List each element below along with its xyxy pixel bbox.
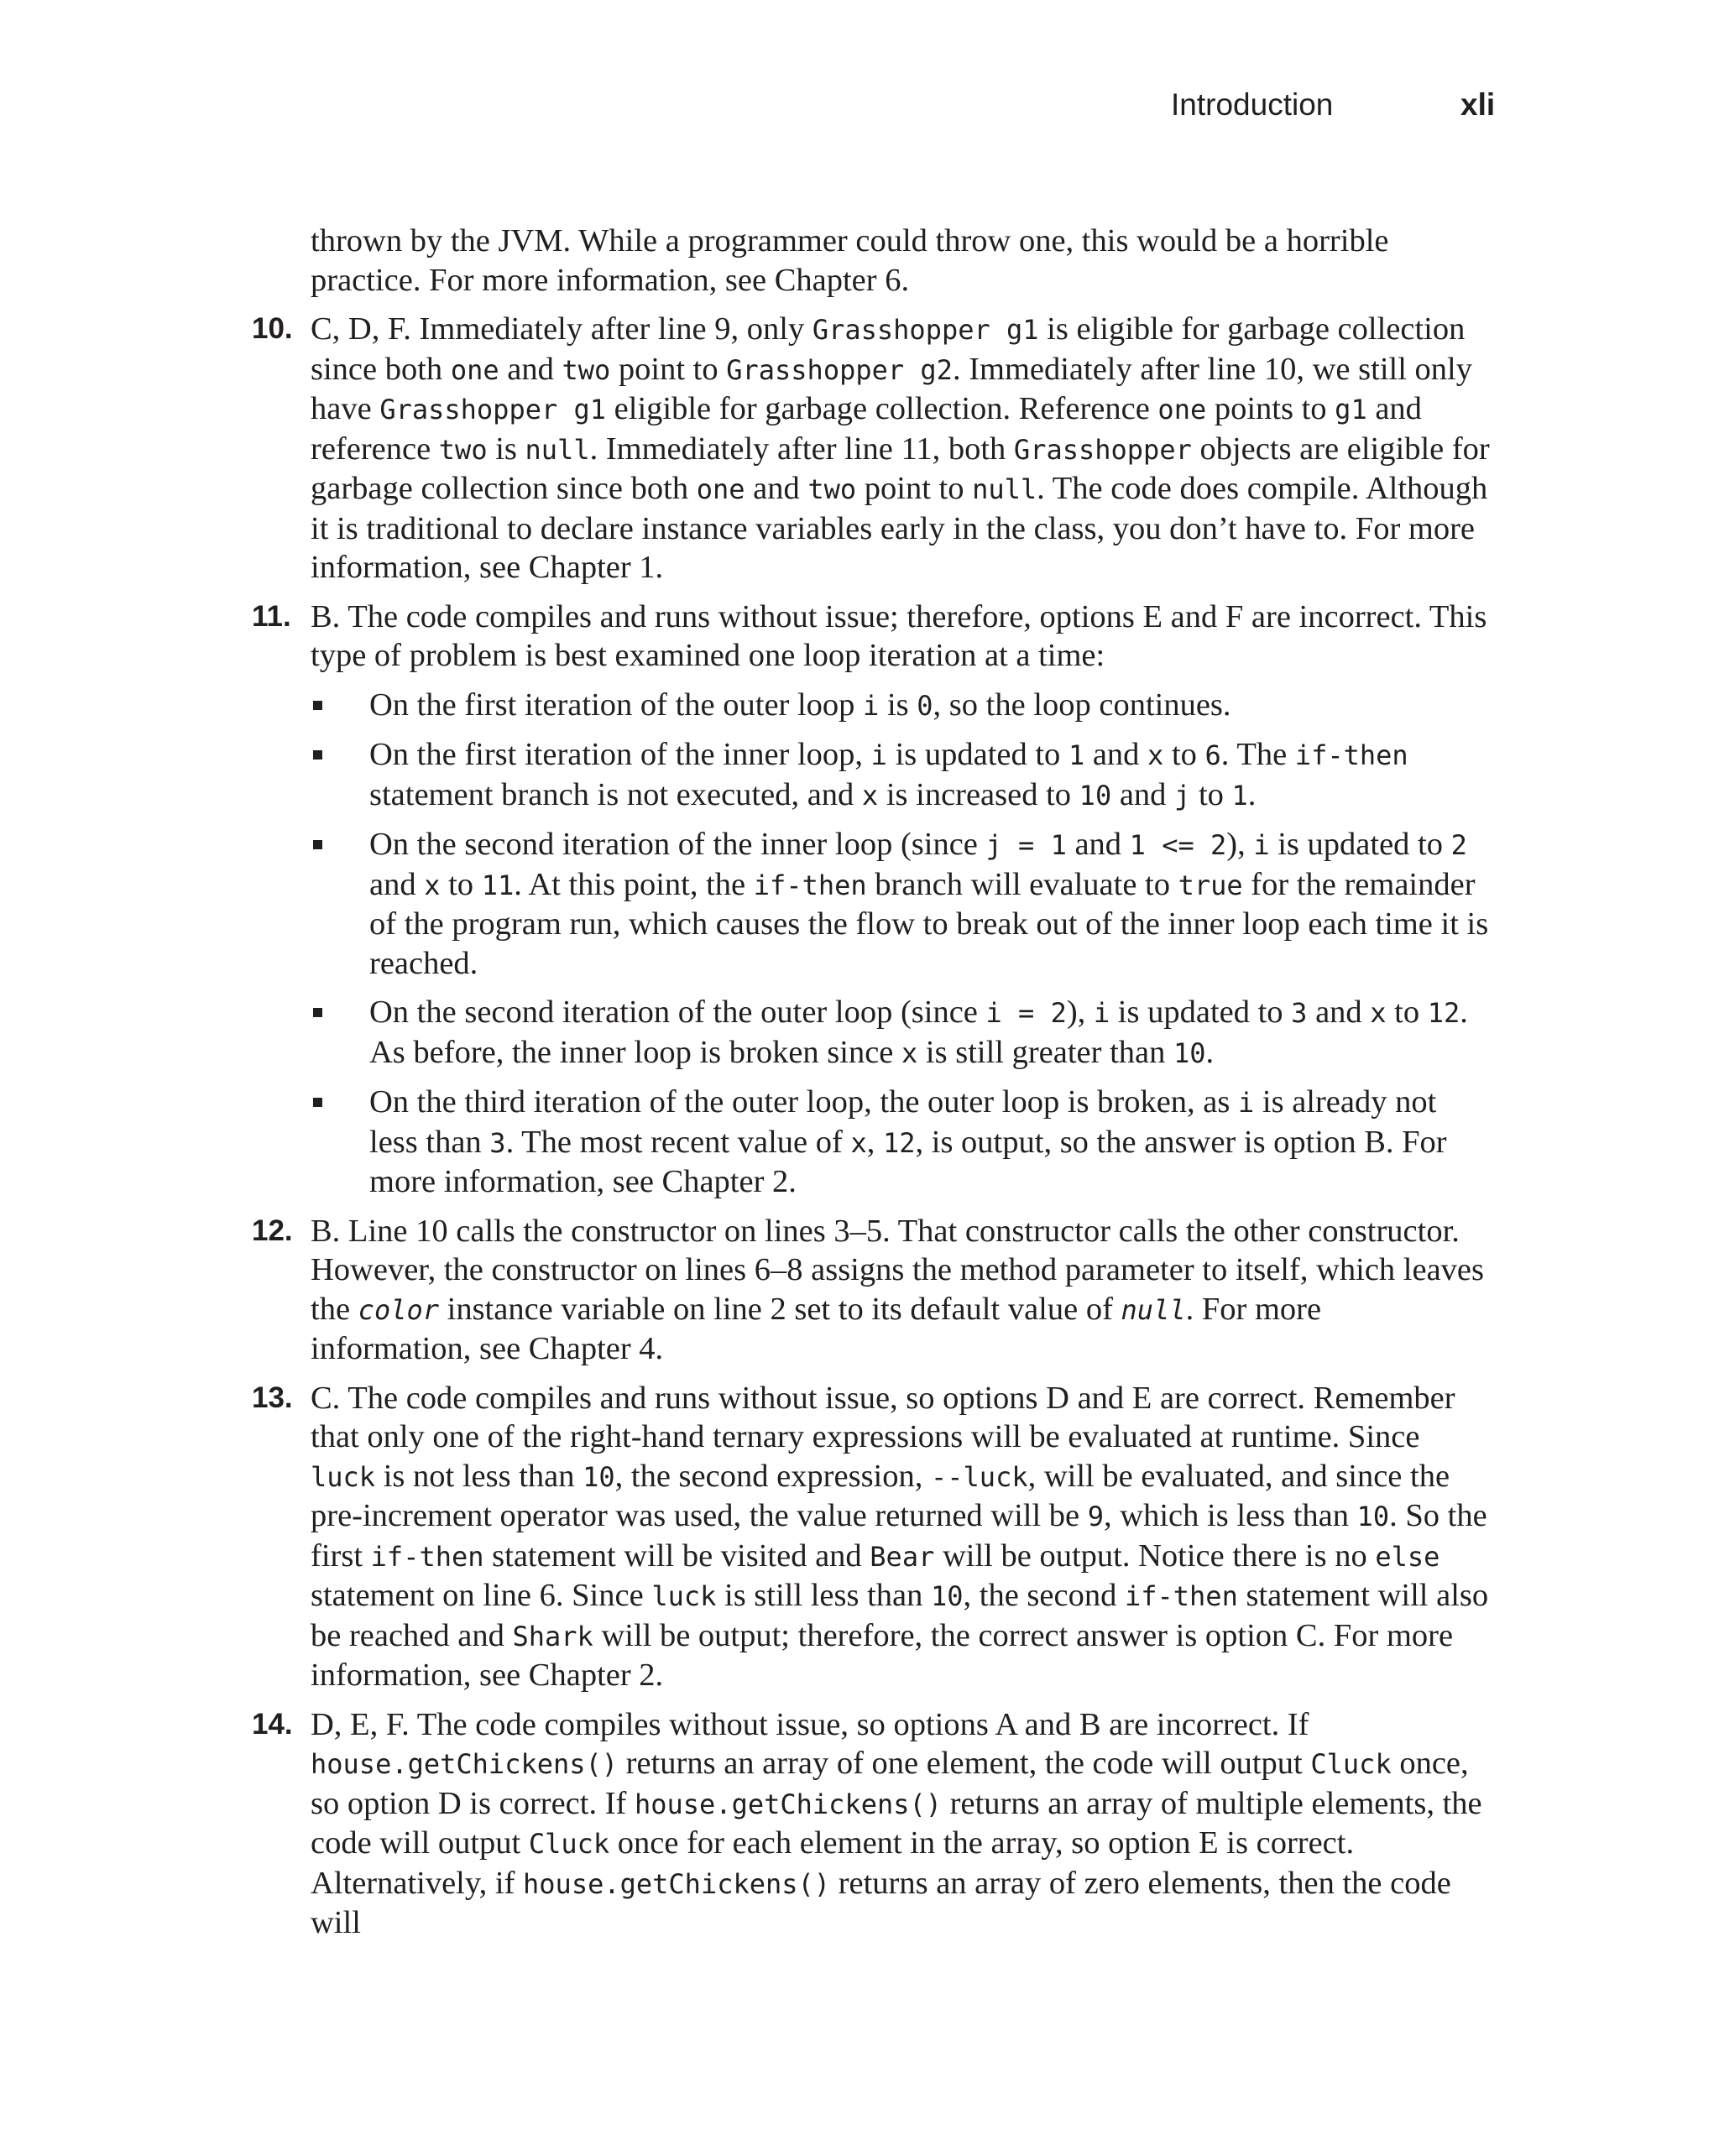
code-span: two: [562, 353, 611, 386]
code-span: i: [1093, 997, 1110, 1029]
code-span: 10: [1173, 1036, 1206, 1069]
running-header-title: Introduction: [1171, 87, 1334, 122]
code-span: 12: [882, 1126, 916, 1159]
code-span: luck: [311, 1460, 376, 1493]
code-span: x: [850, 1126, 867, 1159]
page-number: xli: [1460, 87, 1496, 122]
answer-body: D, E, F. The code compiles without issue, so options A and B are incorrect. If house.getChickens() returns an array of one element, the code will output Cluck once, so option D is correct. If house.getChickens() returns an array of multiple elements, the code will output Cluck once for each element in the array, so option E is correct. Alternatively, if house.getChickens() returns an array of zero elements, then the code will: [311, 1706, 1482, 1940]
code-span: Shark: [512, 1620, 593, 1652]
code-span: x: [424, 869, 441, 901]
code-span: null: [525, 433, 590, 466]
code-span: 10: [1079, 779, 1112, 812]
code-span: house.getChickens(): [311, 1748, 619, 1780]
code-span: Grasshopper g2: [726, 353, 953, 386]
code-span: x: [861, 779, 879, 812]
code-span: i: [863, 689, 880, 722]
code-span: x: [901, 1036, 918, 1069]
code-span: 2: [1450, 829, 1467, 861]
code-span: if-then: [753, 869, 867, 901]
code-span: 11: [481, 869, 515, 901]
code-span: 10: [930, 1580, 964, 1612]
answer-12: [252, 1212, 1490, 1369]
code-span: 3: [1291, 997, 1308, 1029]
code-span: Grasshopper g1: [812, 314, 1039, 346]
code-span: x: [1370, 997, 1387, 1029]
answer-body: C, D, F. Immediately after line 9, only Grasshopper g1 is eligible for garbage collection since both one and two point to Grasshopper g2. Immediately after line 10, we still only have Grasshopper g1 eligible for garbage collection. Reference one points to g1 and reference two is null. Immediately after line 11, both Grasshopper objects are eligible for garbage collection since both one and two point to null. The code does compile. Although it is traditional to declare instance variables early in the class, you don’t have to. For more information, see Chapter 1.: [311, 311, 1490, 585]
code-span: i: [1238, 1087, 1255, 1119]
code-span: --luck: [931, 1460, 1028, 1493]
code-span: 1 <= 2: [1129, 829, 1227, 861]
answer-body: B. Line 10 calls the constructor on lines 3–5. That constructor calls the other constructor. However, the constructor on lines 6–8 assigns the method parameter to itself, which leaves the color instance variable on line 2 set to its default value of null. For more information, see Chapter 4.: [311, 1213, 1484, 1366]
code-span: Cluck: [1310, 1748, 1392, 1780]
answer-number: 11.: [252, 599, 291, 633]
answer-13: [252, 1379, 1490, 1695]
code-span: one: [1157, 394, 1207, 425]
answer-number: 14.: [252, 1707, 293, 1741]
code-span: Cluck: [528, 1828, 610, 1860]
code-span: 6: [1204, 739, 1221, 771]
code-span: house.getChickens(): [523, 1867, 831, 1900]
bullet-item: On the first iteration of the inner loop, i is updated to 1 and x to 6. The if-then statement branch is not executed, and x is increased to 10 and j to 1.: [311, 735, 1490, 815]
code-span: i = 2: [985, 997, 1067, 1029]
code-span: j: [1174, 779, 1191, 812]
code-span: x: [1147, 739, 1164, 771]
code-span: if-then: [1124, 1580, 1238, 1612]
code-span: 0: [917, 689, 933, 722]
code-span: one: [696, 473, 745, 505]
code-span: two: [807, 473, 857, 505]
code-span: luck: [651, 1580, 717, 1612]
code-span: if-then: [370, 1540, 484, 1573]
code-span: Grasshopper g1: [379, 394, 607, 425]
bullet-item: On the first iteration of the outer loop i is 0, so the loop continues.: [311, 686, 1490, 726]
code-span: i: [1253, 829, 1270, 861]
code-span: null: [1121, 1293, 1186, 1326]
code-span: house.getChickens(): [634, 1788, 943, 1820]
code-span: Bear: [870, 1540, 935, 1573]
code-span: null: [972, 473, 1037, 505]
answer-number: 10.: [252, 312, 293, 345]
code-span: else: [1375, 1540, 1440, 1573]
bullet-list: [311, 686, 1490, 1202]
code-span: color: [358, 1293, 439, 1326]
answer-14: [252, 1705, 1490, 1943]
code-span: if-then: [1294, 739, 1408, 771]
code-span: Grasshopper: [1013, 433, 1192, 466]
answer-10: [252, 310, 1490, 587]
code-span: 1: [1231, 779, 1248, 812]
answer-number: 13.: [252, 1381, 293, 1414]
continuation-paragraph: thrown by the JVM. While a programmer could throw one, this would be a horrible practice. For more information, see Chapter 6.: [311, 223, 1389, 298]
code-span: 1: [1068, 739, 1085, 771]
code-span: 9: [1087, 1501, 1105, 1532]
code-span: 10: [583, 1460, 615, 1493]
bullet-item: On the second iteration of the outer loop (since i = 2), i is updated to 3 and x to 12. As before, the inner loop is broken since x is still greater than 10.: [311, 993, 1490, 1073]
code-span: i: [870, 739, 887, 771]
answer-body: B. The code compiles and runs without issue; therefore, options E and F are incorrect. This type of problem is best examined one loop iteration at a time:: [311, 598, 1487, 673]
code-span: true: [1178, 869, 1243, 901]
code-span: 12: [1427, 997, 1460, 1029]
answer-body: C. The code compiles and runs without issue, so options D and E are correct. Remember that only one of the right-hand ternary expressions will be evaluated at runtime. Since luck is not less than 10, the second expression, --luck, will be evaluated, and since the pre-increment operator was used, the value returned will be 9, which is less than 10. So the first if-then statement will be visited and Bear will be output. Notice there is no else statement on line 6. Since luck is still less than 10, the second if-then statement will also be reached and Shark will be output; therefore, the correct answer is option C. For more information, see Chapter 2.: [311, 1380, 1489, 1693]
answer-text: [252, 222, 1490, 1953]
code-span: 10: [1356, 1501, 1390, 1532]
answer-11: [252, 598, 1490, 1202]
code-span: g1: [1335, 394, 1367, 425]
bullet-item: On the second iteration of the inner loop (since j = 1 and 1 <= 2), i is updated to 2 and x to 11. At this point, the if-then branch will evaluate to true for the remainder of the program run, which causes the flow to break out of the inner loop each time it is reached.: [311, 825, 1490, 983]
code-span: two: [438, 433, 488, 466]
answer-number: 12.: [252, 1214, 293, 1247]
bullet-item: On the third iteration of the outer loop, the outer loop is broken, as i is already not less than 3. The most recent value of x, 12, is output, so the answer is option B. For more information, see Chapter 2.: [311, 1083, 1490, 1202]
code-span: j = 1: [985, 829, 1067, 861]
code-span: 3: [489, 1126, 506, 1159]
code-span: one: [450, 353, 499, 386]
